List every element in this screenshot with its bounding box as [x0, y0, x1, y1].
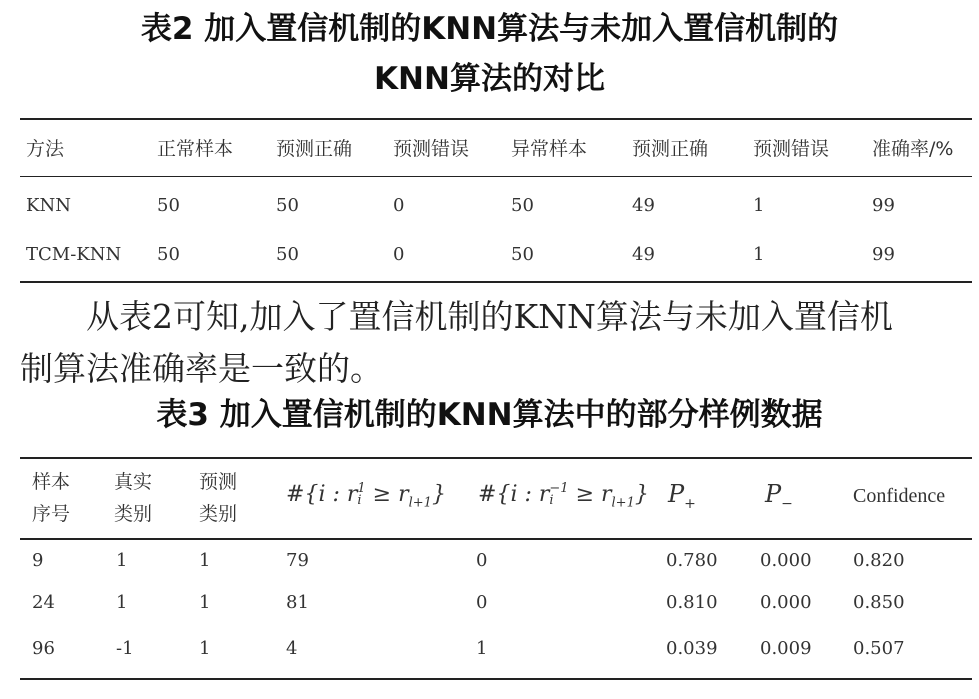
table2-title-line1: 表2 加入置信机制的KNN算法与未加入置信机制的 — [140, 11, 839, 47]
table2-cell: 49 — [632, 195, 655, 216]
table2-top-rule — [20, 118, 972, 120]
table3-cell: 1 — [476, 638, 488, 659]
table2-header-accuracy: 准确率/% — [872, 138, 954, 160]
table3-cell: 0 — [476, 550, 488, 571]
table2-header-normal-samples: 正常样本 — [157, 138, 234, 160]
table3-cell: 0.000 — [760, 550, 812, 571]
table2-header-rule — [20, 176, 972, 177]
table2-cell: 50 — [276, 195, 299, 216]
table3-cell: 1 — [199, 592, 211, 613]
formula-symbol: #{ — [286, 482, 319, 507]
p-plus-subscript: + — [684, 495, 696, 512]
table2-cell: 99 — [872, 195, 895, 216]
table3-cell: 0.507 — [853, 638, 905, 659]
table3-header-confidence: Confidence — [853, 485, 946, 507]
table2-cell: TCM-KNN — [26, 244, 122, 265]
table3-cell: 4 — [286, 638, 298, 659]
table2-header-abnormal-wrong: 预测错误 — [753, 138, 830, 160]
table3-cell: 0.009 — [760, 638, 812, 659]
table3-cell: 9 — [32, 550, 44, 571]
table3-cell: 0.780 — [666, 550, 718, 571]
table3-header-sample-no: 样本 序号 — [32, 471, 71, 525]
formula-symbol: : r — [325, 482, 358, 507]
table2-title-line2: KNN算法的对比 — [374, 61, 605, 97]
table2-cell: 49 — [632, 244, 655, 265]
table2-cell: 99 — [872, 244, 895, 265]
table3-cell: 1 — [199, 638, 211, 659]
formula-symbol: #{ — [478, 482, 511, 507]
table3-header-count-neg — [478, 482, 649, 510]
formula-symbol: } — [431, 482, 446, 507]
table3-cell: 0.810 — [666, 592, 718, 613]
table2-header-method: 方法 — [26, 138, 65, 160]
formula-superscript: 1 — [357, 481, 366, 496]
table3-cell: -1 — [116, 638, 134, 659]
formula-symbol: ≥ r — [568, 482, 612, 507]
table2-header-normal-wrong: 预测错误 — [393, 138, 470, 160]
table2-cell: 1 — [753, 195, 765, 216]
table3-top-rule — [20, 457, 972, 459]
table2-cell: KNN — [26, 195, 71, 216]
table3-cell: 1 — [116, 592, 128, 613]
table2-header-abnormal-correct: 预测正确 — [632, 138, 709, 160]
formula-subscript: l+1 — [408, 495, 432, 511]
formula-subscript: i — [549, 493, 554, 508]
body-paragraph-line2: 制算法准确率是一致的。 — [20, 349, 383, 388]
table3-cell: 1 — [116, 550, 128, 571]
formula-symbol: : r — [517, 482, 550, 507]
table3-header-true-class: 真实 类别 — [114, 471, 153, 525]
formula-script — [357, 483, 365, 507]
table2-cell: 50 — [511, 195, 534, 216]
formula-script — [549, 483, 568, 507]
formula-subscript: i — [357, 493, 362, 508]
table2-cell: 50 — [157, 195, 180, 216]
table2-bottom-rule — [20, 281, 972, 283]
table2-cell: 1 — [753, 244, 765, 265]
table3-title: 表3 加入置信机制的KNN算法中的部分样例数据 — [156, 397, 823, 433]
table3-cell: 24 — [32, 592, 55, 613]
table3-cell: 0.820 — [853, 550, 905, 571]
table3-bottom-rule — [20, 678, 972, 680]
table3-header-count-pos — [286, 482, 446, 510]
table2-cell: 50 — [511, 244, 534, 265]
formula-symbol: i — [510, 482, 518, 507]
table3-cell: 81 — [286, 592, 309, 613]
body-paragraph-line1: 从表2可知,加入了置信机制的KNN算法与未加入置信机 — [86, 297, 893, 336]
table3-cell: 0 — [476, 592, 488, 613]
table2-cell: 0 — [393, 195, 405, 216]
formula-superscript: −1 — [549, 481, 569, 496]
formula-subscript: l+1 — [611, 495, 635, 511]
table3-header-rule — [20, 538, 972, 540]
table2-header-normal-correct: 预测正确 — [276, 138, 353, 160]
formula-symbol: ≥ r — [365, 482, 409, 507]
table3-cell: 0.850 — [853, 592, 905, 613]
table3-cell: 0.000 — [760, 592, 812, 613]
table3-header-p-minus: $P_-$ — [765, 480, 793, 512]
table3-cell: 96 — [32, 638, 55, 659]
table3-header-p-plus: $P_+$ — [668, 480, 696, 512]
formula-symbol: i — [318, 482, 326, 507]
table2-header-abnormal-samples: 异常样本 — [511, 138, 588, 160]
table2-cell: 0 — [393, 244, 405, 265]
table2-cell: 50 — [276, 244, 299, 265]
table3-header-pred-class: 预测 类别 — [199, 471, 238, 525]
table2-cell: 50 — [157, 244, 180, 265]
table3-cell: 79 — [286, 550, 309, 571]
table3-cell: 0.039 — [666, 638, 718, 659]
table3-cell: 1 — [199, 550, 211, 571]
p-minus-subscript: − — [781, 495, 793, 512]
formula-symbol: } — [634, 482, 649, 507]
